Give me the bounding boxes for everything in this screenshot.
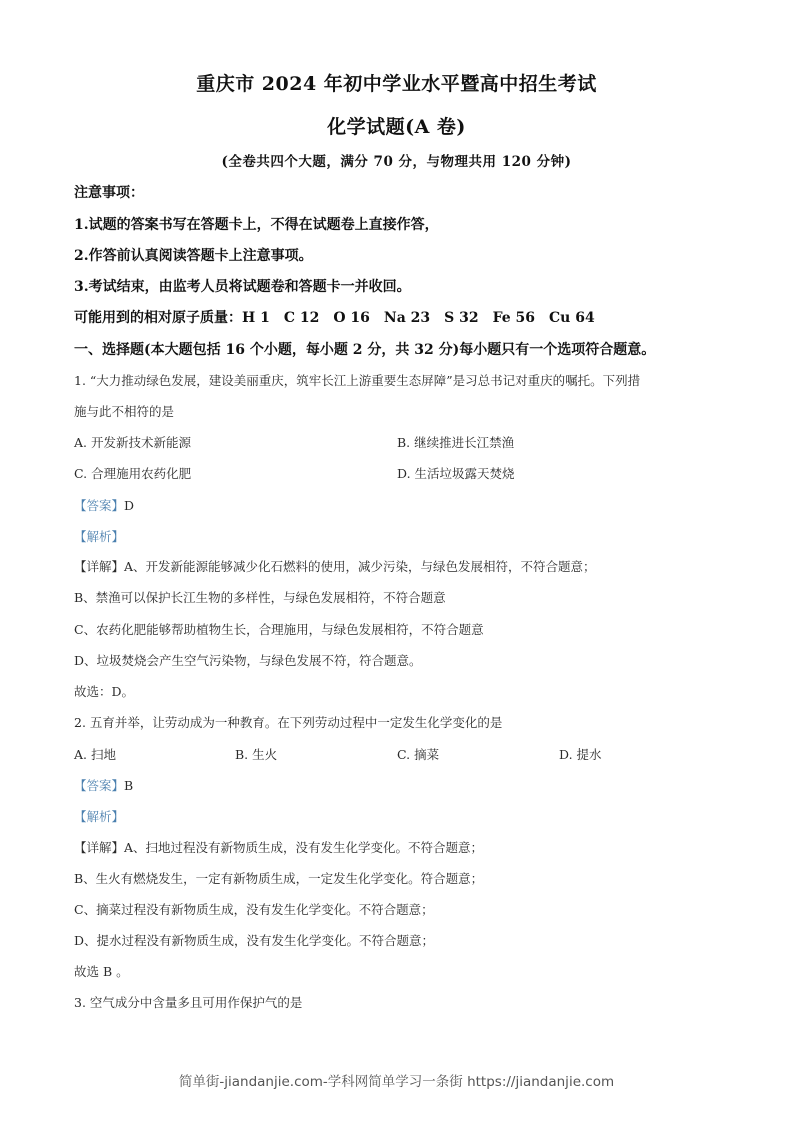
notice-item-1: 1.试题的答案书写在答题卡上，不得在试题卷上直接作答， (74, 217, 439, 233)
notice-item-3: 3.考试结束，由监考人员将试题卷和答题卡一并收回。 (74, 279, 411, 295)
question-1-detail-a (74, 557, 596, 575)
section-1-heading: 一、选择题(本大题包括 16 个小题，每小题 2 分，共 32 分)每小题只有一个选项符合题意。 (74, 342, 656, 358)
question-3-stem: 3. 空气成分中含量多且可用作保护气的是 (74, 995, 303, 1010)
question-2-option-a: A. 扫地 (74, 747, 116, 762)
question-1-stem-line-1: 1. “大力推动绿色发展，建设美丽重庆，筑牢长江上游重要生态屏障”是习总书记对重庆的嘱托。下列措 (74, 373, 641, 388)
question-1-analysis-label: 【解析】 (74, 529, 125, 544)
question-2-stem: 2. 五育并举，让劳动成为一种教育。在下列劳动过程中一定发生化学变化的是 (74, 715, 503, 730)
question-2-analysis-label: 【解析】 (74, 809, 125, 824)
question-2-conclusion: 故选 B 。 (74, 964, 129, 979)
question-1-detail-d: D、垃圾焚烧会产生空气污染物，与绿色发展不符，符合题意。 (74, 653, 422, 668)
question-1-conclusion: 故选：D。 (74, 684, 135, 699)
detail-text: A、扫地过程没有新物质生成，没有发生化学变化。不符合题意； (124, 840, 484, 855)
question-1-detail-b: B、禁渔可以保护长江生物的多样性，与绿色发展相符，不符合题意 (74, 590, 446, 605)
question-1-option-a: A. 开发新技术新能源 (74, 435, 191, 450)
question-1-stem-line-2: 施与此不相符的是 (74, 404, 175, 419)
answer-label: 【答案】 (74, 498, 125, 513)
question-1-option-b: B. 继续推进长江禁渔 (397, 435, 515, 450)
exam-subtitle: 化学试题(A 卷) (327, 116, 466, 138)
question-2-detail-b: B、生火有燃烧发生，一定有新物质生成，一定发生化学变化。符合题意； (74, 871, 484, 886)
answer-value: D (124, 498, 135, 513)
notice-heading: 注意事项： (74, 185, 144, 201)
atomic-masses: 可能用到的相对原子质量：H 1 C 12 O 16 Na 23 S 32 Fe 56 Cu 64 (74, 310, 595, 326)
answer-label: 【答案】 (74, 778, 125, 793)
question-1-option-c: C. 合理施用农药化肥 (74, 466, 192, 481)
question-2-option-b: B. 生火 (235, 747, 278, 762)
question-2-option-c: C. 摘菜 (397, 747, 440, 762)
notice-item-2: 2.作答前认真阅读答题卡上注意事项。 (74, 248, 313, 264)
detail-text: A、开发新能源能够减少化石燃料的使用，减少污染，与绿色发展相符，不符合题意； (124, 559, 596, 574)
footer-watermark: 简单街-jiandanjie.com-学科网简单学习一条街 https://jiandanjie.com (178, 1074, 615, 1090)
question-2-detail-a (74, 838, 483, 856)
exam-note: (全卷共四个大题，满分 70 分，与物理共用 120 分钟) (221, 154, 572, 170)
question-2-detail-d: D、提水过程没有新物质生成，没有发生化学变化。不符合题意； (74, 933, 435, 948)
detail-label: 【详解】 (74, 840, 125, 855)
question-2-answer (74, 776, 133, 794)
question-1-detail-c: C、农药化肥能够帮助植物生长，合理施用，与绿色发展相符，不符合题意 (74, 622, 484, 637)
question-1-answer (74, 496, 134, 514)
answer-value: B (124, 778, 134, 793)
question-1-option-d: D. 生活垃圾露天焚烧 (397, 466, 515, 481)
detail-label: 【详解】 (74, 559, 125, 574)
exam-title: 重庆市 2024 年初中学业水平暨高中招生考试 (196, 73, 597, 95)
question-2-option-d: D. 提水 (559, 747, 602, 762)
question-2-detail-c: C、摘菜过程没有新物质生成，没有发生化学变化。不符合题意； (74, 902, 434, 917)
